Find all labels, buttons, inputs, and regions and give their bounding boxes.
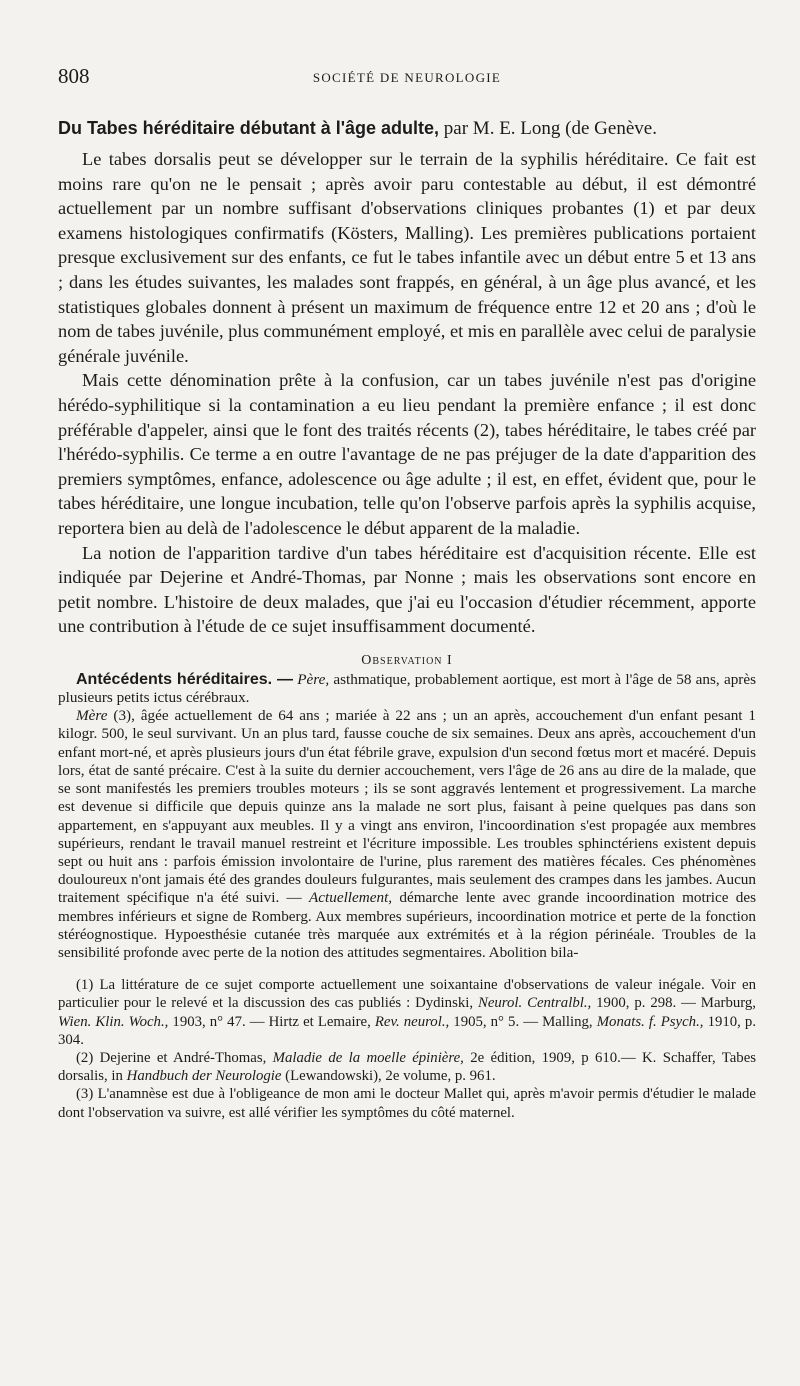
footnote-1-text-a: (1) La littérature de ce sujet comporte actuellement une soixantaine d'observations de valeur inégale. Voir en particulier pour le relevé et la discussion des cas publiés : Dydinski, <box>58 977 756 1012</box>
footnote-1-text-b: 1900, p. 298. — Marburg, <box>596 995 757 1012</box>
pere-text: asthmatique, probablement aortique, est mort à l'âge de 58 ans, après plusieurs petits ictus cérébraux. <box>58 670 756 707</box>
mere-text: (3), âgée actuellement de 64 ans ; mariée à 22 ans ; un an après, accouchement d'un enfant pesant 1 kilogr. 500, le seul survivant. Un an plus tard, fausse couche de six semaines. Deux ans après, accouchement d'un enfant mort-né, et après plusieurs jours d'un état fébrile grave, expulsion d'un second fœtus mort et macéré. Depuis lors, état de santé précaire. C'est à la suite du dernier accouchement, vers l'âge de 26 ans au dire de la malade, que se sont manifestés les premiers troubles moteurs ; ils se sont aggravés lentement et progressivement. La marche est devenue si difficile que depuis quinze ans la malade ne sort plus, faisant à peine quelques pas dans son appartement, en s'appuyant aux meubles. Il y a vingt ans environ, l'incoordination s'est propagée aux membres supérieurs, rendant le travail manuel restreint et l'écriture impossible. Les troubles sphinctériens existent depuis sept ou huit ans : parfois émission involontaire de l'urine, plus rarement des matières fécales. Ces phénomènes douloureux n'ont jamais été des grandes douleurs fulgurantes, mais seulement des crampes dans les jambes. Aucun traitement spécifique n'a été suivi. — <box>58 707 756 907</box>
actuel-label: Actuellement, <box>309 889 393 907</box>
footnote-1-text-d: 1905, n° 5. — Malling, <box>453 1013 593 1030</box>
observation-antecedents <box>58 671 756 707</box>
footnotes <box>58 976 756 1122</box>
footnote-3: (3) L'anamnèse est due à l'obligeance de mon ami le docteur Mallet qui, après m'avoir permis d'étudier le malade dont l'observation va suivre, est allé vérifier les symptômes du côté maternel. <box>58 1086 756 1121</box>
running-head: SOCIÉTÉ DE NEUROLOGIE <box>312 70 502 85</box>
observation-lead: Antécédents héréditaires. — <box>76 670 293 688</box>
footnote-1-journal-a: Neurol. Centralbl., <box>477 995 592 1012</box>
footnote-1-journal-b: Wien. Klin. Woch., <box>58 1013 169 1030</box>
mere-label: Mère <box>76 707 108 725</box>
pere-label: Père, <box>297 670 330 688</box>
actuel-text: démarche lente avec grande incoordination motrice des membres inférieurs et signe de Romberg. Aux membres supérieurs, incoordination motrice et perte de la fonction stéréognostique. Hypoesthésie cutanée très marquée aux extrémités et à la région périnéale. Troubles de la sensibilité profonde avec perte de la notion des attitudes segmentaires. Abolition bila- <box>58 889 757 961</box>
article <box>58 116 756 1122</box>
article-byline: par M. E. Long (de Genève. <box>443 118 657 139</box>
paragraph-3: La notion de l'apparition tardive d'un tabes héréditaire est d'acquisition récente. Elle est indiquée par Dejerine et André-Thomas, par Nonne ; mais les observations sont encore en petit nombre. L'histoire de deux malades, que j'ai eu l'occasion d'étudier récemment, apporte une contribution à l'étude de ce sujet insuffisamment documenté. <box>58 542 756 637</box>
observation-mere <box>58 707 756 962</box>
footnote-2-text-b: 2e édition, 1909, p 610.— K. Schaffer, Tabes dorsalis, in <box>58 1049 757 1085</box>
footnote-2-book-a: Maladie de la moelle épinière, <box>272 1049 464 1066</box>
paragraph-2: Mais cette dénomination prête à la confusion, car un tabes juvénile n'est pas d'origine hérédo-syphilitique si la contamination a eu lieu pendant la première enfance ; il est donc préférable d'appeler, ainsi que le font des traités récents (2), tabes héréditaire, le tabes créé par l'hérédo-syphilis. Ce terme a en outre l'avantage de ne pas préjuger de la date d'apparition des premiers symptômes, enfance, adolescence ou âge adulte ; il est, en effet, évident que, pour le tabes héréditaire, une longue incubation, telle qu'on l'observe parfois après la syphilis acquise, reportera bien au delà de l'adolescence le début apparent de la maladie. <box>58 370 756 538</box>
footnote-2 <box>58 1049 756 1085</box>
article-title-line <box>58 116 756 141</box>
page-header <box>58 64 756 94</box>
page-number: 808 <box>58 64 90 88</box>
paragraph-1: Le tabes dorsalis peut se développer sur le terrain de la syphilis héréditaire. Ce fait est moins rare qu'on ne le pensait ; après avoir paru contestable au début, il est démontré actuellement par un nombre suffisant d'observations cliniques probantes (1) et par deux examens histologiques confirmatifs (Kösters, Malling). Les premières publications portaient presque exclusivement sur des enfants, ce fut le tabes infantile avec un début entre 5 et 13 ans ; dans les études suivantes, les malades sont frappés, en général, à un âge plus avancé, et les statistiques globales donnent à présent un maximum de fréquence entre 12 et 20 ans ; d'où le nom de tabes juvénile, plus communément employé, et mis en parallèle avec celui de paralysie générale juvénile. <box>58 149 756 366</box>
observation-heading: Observation I <box>361 652 453 668</box>
article-title: Du Tabes héréditaire débutant à l'âge adulte, <box>58 118 440 138</box>
footnote-2-text-c: (Lewandowski), 2e volume, p. 961. <box>285 1068 496 1085</box>
footnote-2-text-a: (2) Dejerine et André-Thomas, <box>76 1049 267 1066</box>
footnote-1-text-c: 1903, n° 47. — Hirtz et Lemaire, <box>172 1013 371 1030</box>
footnote-1-journal-c: Rev. neurol., <box>374 1013 450 1030</box>
footnote-1 <box>58 976 756 1049</box>
footnote-1-journal-d: Monats. f. Psych., <box>596 1013 704 1030</box>
footnote-1-text-e: 1910, p. 304. <box>58 1013 757 1048</box>
footnote-2-book-b: Handbuch der Neurologie <box>126 1068 282 1085</box>
